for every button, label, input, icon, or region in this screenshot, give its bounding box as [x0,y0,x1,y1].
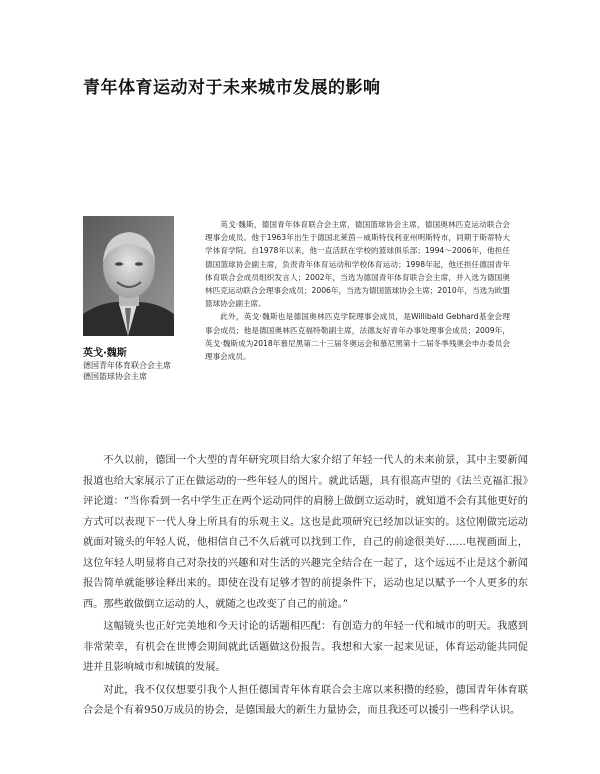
author-role-1: 德国青年体育联合会主席 [83,361,171,370]
author-portrait [83,216,174,336]
body-paragraph: 不久以前，德国一个大型的青年研究项目给大家介绍了年轻一代人的未来前景，其中主要新闻报道也给大家展示了正在做运动的一些年轻人的图片。就此话题，具有很高声望的《法兰克福汇报》评论道：“当你看到一名中学生正在两个运动同伴的肩膀上做倒立运动时，就知道不会有其他更好的方式可以表现下一代人身上所具有的乐观主义。这也是此项研究已经加以证实的。这位刚做完运动就面对镜头的年轻人说，他相信自己不久后就可以找到工作，自己的前途很美好……电视画面上，这位年轻人明显将自己对杂技的兴趣和对生活的兴趣完全结合在一起了，这个远远不止是这个新闻报告简单就能够诠释出来的。即使在没有足够才智的前提条件下，运动也足以赋予一个人更多的东西。那些敢做倒立运动的人，就随之也改变了自己的前途。” [83,455,528,610]
article-title: 青年体育运动对于未来城市发展的影响 [83,78,381,98]
author-role-2: 德国篮球协会主席 [83,372,147,381]
article-body [83,451,528,724]
author-bio [205,218,510,363]
author-name: 英戈·魏斯 [83,348,127,359]
body-paragraph: 这幅镜头也正好完美地和今天讨论的话题相匹配：有创造力的年轻一代和城市的明天。我感到非常荣幸，有机会在世博会期间就此话题做这份报告。我想和大家一起来见证，体育运动能共同促进并且影响城市和城镇的发展。 [83,621,528,673]
bio-paragraph: 英戈·魏斯，德国青年体育联合会主席，德国篮球协会主席，德国奥林匹克运动联合会理事会成员。他于1963年出生于德国北莱茵－威斯特伐利亚州明斯特市，同期于斯蒂特大学体育学院。自1978年以来，他一直活跃在学校的篮球俱乐部；1994～2006年，他担任德国篮球协会副主席，负责青年体育运动和学校体育运动；1998年起，他还担任德国青年体育联合会成员组织发言人；2002年，当选为德国青年体育联合会主席，并入选为德国奥林匹克运动联合会理事会成员；2006年，当选为德国篮球协会主席；2010年，当选为欧盟篮球协会副主席。 [205,220,510,309]
bio-paragraph: 此外，英戈·魏斯也是德国奥林匹克学院理事会成员，是Willibald Gebhard基金会理事会成员；他是德国奥林匹克福特勒副主席，法德友好青年办事处理事会成员；2009年，英戈·魏斯成为2018年慕尼黑第二十三届冬奥运会和慕尼黑第十二届冬季残奥会申办委员会理事会成员。 [205,312,510,362]
body-paragraph: 对此，我不仅仅想要引我个人担任德国青年体育联合会主席以来积攒的经验，德国青年体育联合会是个有着950万成员的协会，是德国最大的新生力量协会，而且我还可以援引一些科学认识。 [83,684,528,716]
